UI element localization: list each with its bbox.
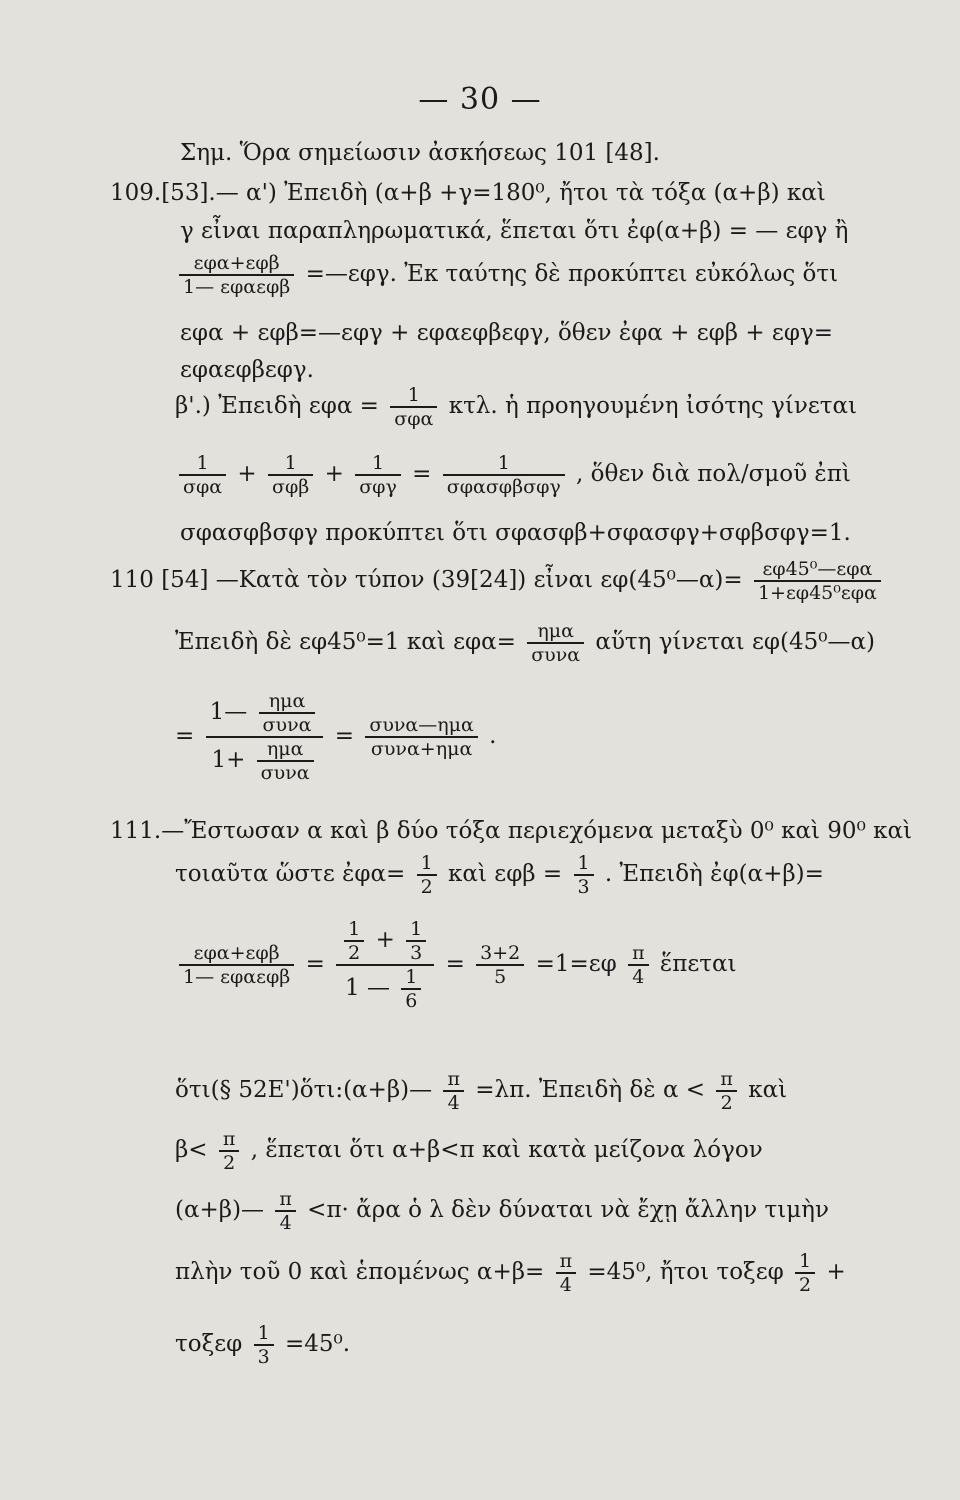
cotangent-identity-line: $\frac{1}{\text{σφα}}$ + $\frac{1}{\text{σφβ}}$ + $\frac{1}{\text{σφγ}}$ = $\frac{1}{\text{σφασφβσφγ}}$ , ὅθεν διὰ πολ/σμοῦ ἐπὶ <box>175 452 851 498</box>
exercise-109-line-4: εφα + εφβ=—εφγ + εφαεφβεφγ, ὅθεν ἐφα + εφβ + εφγ= <box>180 320 833 346</box>
exercise-110-result: = 1— $\frac{\text{ημα}}{\text{συνα}}$ 1+ $\frac{\text{ημα}}{\text{συνα}}$ = $\frac{\text{συνα—ημα}}{\text{συνα+ημα}}$ . <box>175 690 497 784</box>
exercise-111-sum-computation: $\frac{\text{εφα+εφβ}}{\text{1— εφαεφβ}}$ = $\frac{1}{2}$ + $\frac{1}{3}$ 1 — $\frac{1}{6}$ = $\frac{3+2}{5}$ =1=εφ $\frac{\pi}{4}$ ἕπεται <box>175 918 737 1012</box>
exercise-111-line-8: τοξεφ $\frac{1}{3}$ =45⁰. <box>175 1322 351 1368</box>
exercise-111-line-5: β< $\frac{\pi}{2}$ , ἕπεται ὅτι α+β<π καὶ κατὰ μείζονα λόγον <box>175 1128 763 1174</box>
note-line: Σημ. Ὅρα σημείωσιν ἀσκήσεως 101 [48]. <box>180 140 660 166</box>
exercise-109-part-b-line: β'.) Ἐπειδὴ εφα = $\frac{1}{\text{σφα}}$ κτλ. ἡ προηγουμένη ἰσότης γίνεται <box>175 384 858 430</box>
page-number-header: — 30 — <box>418 82 542 117</box>
exercise-109-line-1: 109.[53].— α') Ἐπειδὴ (α+β +γ=180⁰, ἤτοι τὰ τόξα (α+β) καὶ <box>110 180 826 206</box>
exercise-109-line-3: $\frac{\text{εφα+εφβ}}{\text{1— εφαεφβ}}$ =—εφγ. Ἐκ ταύτης δὲ προκύπτει εὐκόλως ὅτι <box>175 252 838 298</box>
exercise-110-line-1: 110 [54] —Κατὰ τὸν τύπον (39[24]) εἶναι εφ(45⁰—α)= $\frac{\text{εφ45⁰—εφα}}{\text{1+εφ45⁰εφα}}$ <box>110 558 885 604</box>
exercise-111-line-2: τοιαῦτα ὥστε ἐφα= $\frac{1}{2}$ καὶ εφβ = $\frac{1}{3}$ . Ἐπειδὴ ἐφ(α+β)= <box>175 852 824 898</box>
exercise-110-line-2: Ἐπειδὴ δὲ εφ45⁰=1 καὶ εφα= $\frac{\text{ημα}}{\text{συνα}}$ αὕτη γίνεται εφ(45⁰—α) <box>175 620 875 666</box>
cotangent-result-line: σφασφβσφγ προκύπτει ὅτι σφασφβ+σφασφγ+σφβσφγ=1. <box>180 520 851 546</box>
exercise-109-line-5: εφαεφβεφγ. <box>180 357 314 383</box>
exercise-111-line-4: ὅτι(§ 52Ε')ὅτι:(α+β)— $\frac{\pi}{4}$ =λπ. Ἐπειδὴ δὲ α < $\frac{\pi}{2}$ καὶ <box>175 1068 788 1114</box>
exercise-111-line-6: (α+β)— $\frac{\pi}{4}$ <π· ἄρα ὁ λ δὲν δύναται νὰ ἔχῃ ἄλλην τιμὴν <box>175 1188 829 1234</box>
exercise-109-line-2: γ εἶναι παραπληρωματικά, ἕπεται ὅτι ἐφ(α+β) = — εφγ ἢ <box>180 218 849 244</box>
exercise-111-line-1: 111.—Ἔστωσαν α καὶ β δύο τόξα περιεχόμενα μεταξὺ 0⁰ καὶ 90⁰ καὶ <box>110 818 913 844</box>
exercise-111-line-7: πλὴν τοῦ 0 καὶ ἑπομένως α+β= $\frac{\pi}{4}$ =45⁰, ἤτοι τοξεφ $\frac{1}{2}$ + <box>175 1250 846 1296</box>
tangent-sum-fraction: $\frac{\text{εφα+εφβ}}{\text{1— εφαεφβ}}$ <box>179 252 294 298</box>
